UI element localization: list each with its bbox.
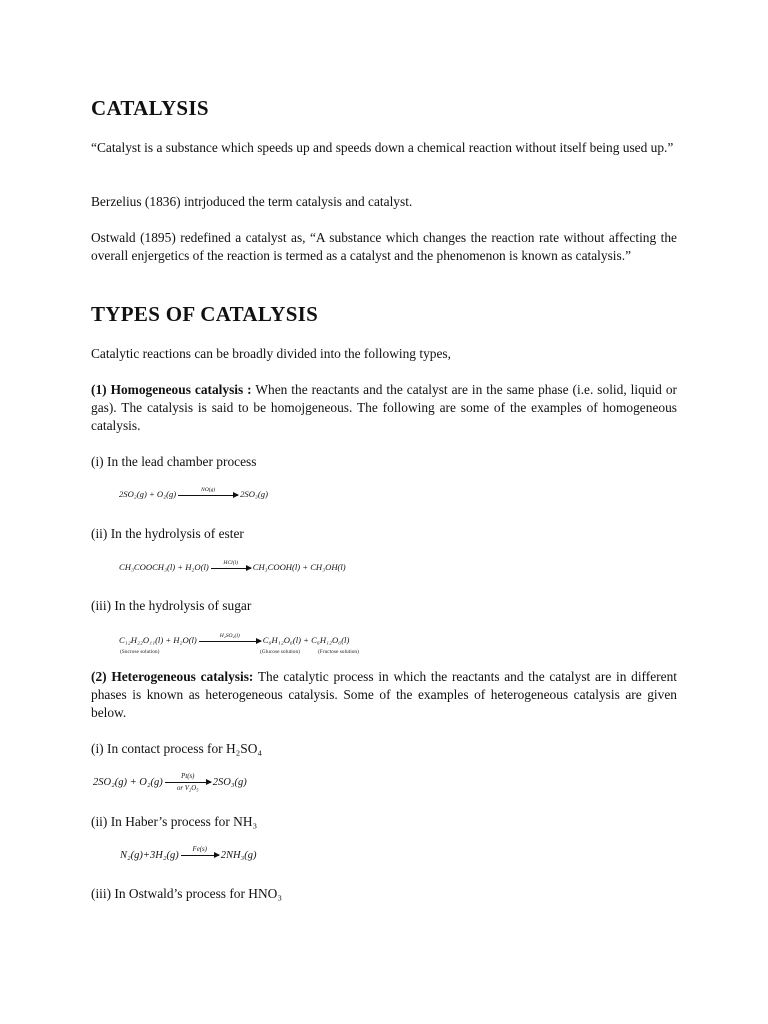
- equation-contact-process: [93, 773, 247, 793]
- definition-quote: “Catalyst is a substance which speeds up and speeds down a chemical reaction without itself being used up.”: [91, 140, 674, 155]
- homogeneous-text: When the reactants and the catalyst are in the same phase (i.e. solid, liquid or gas). The catalysis is said to be homojgeneous. The following are some of the examples of homogeneous catalysis.: [91, 382, 677, 433]
- ostwald-paragraph: Ostwald (1895) redefined a catalyst as, “A substance which changes the reaction rate without affecting the overall enjergetics of the reaction is termed as a catalyst and the phenomenon is known as catalysis.”: [91, 230, 677, 263]
- eq1-products: 2SO₃(g): [240, 489, 268, 499]
- eq4-catalyst-alt: or V₂O₅: [177, 785, 199, 793]
- eq3-catalyst: H₂SO₄(l): [219, 632, 240, 639]
- equation-sugar-hydrolysis: [119, 632, 350, 645]
- equation-lead-chamber: [119, 486, 268, 499]
- eq3-note-glucose: (Glucose solution): [260, 649, 300, 655]
- eq5-catalyst: Fe(s): [192, 846, 207, 854]
- eq3-products: C₆H₁₂O₆(l) + C₆H₁₂O₆(l): [262, 635, 350, 645]
- eq5-reactants: N₂(g)+3H₂(g): [120, 850, 179, 861]
- types-intro: Catalytic reactions can be broadly divided into the following types,: [91, 346, 451, 361]
- homogeneous-label: (1) Homogeneous catalysis :: [91, 382, 252, 397]
- eq3-note-fructose: (Fructose solution): [318, 649, 359, 655]
- heterogeneous-label: (2) Heterogeneous catalysis:: [91, 669, 254, 684]
- equation-ester-hydrolysis: [119, 559, 346, 572]
- heterogeneous-example-1: (i) In contact process for H₂SO₄: [91, 741, 263, 756]
- eq1-reactants: 2SO₂(g) + O₂(g): [119, 489, 177, 499]
- eq2-products: CH₃COOH(l) + CH₃OH(l): [252, 562, 346, 572]
- eq2-reactants: CH₃COOCH₃(l) + H₂O(l): [119, 562, 209, 572]
- heterogeneous-example-3: (iii) In Ostwald’s process for HNO₃: [91, 886, 282, 901]
- heading-catalysis: CATALYSIS: [91, 96, 209, 120]
- eq1-catalyst: NO(g): [200, 486, 216, 493]
- homogeneous-example-3: (iii) In the hydrolysis of sugar: [91, 598, 252, 613]
- eq4-catalyst: Pt(s): [181, 773, 195, 781]
- eq5-arrow: [181, 846, 219, 856]
- eq5-products: 2NH₃(g): [220, 850, 257, 861]
- eq3-note-sucrose: (Sucrose solution): [120, 649, 160, 655]
- eq2-arrow: [211, 559, 251, 569]
- homogeneous-example-2: (ii) In the hydrolysis of ester: [91, 526, 244, 541]
- heterogeneous-text: The catalytic process in which the reactants and the catalyst are in different phases is known as heterogeneous catalysis. Some of the examples of heterogeneous catalysis are given below.: [91, 669, 677, 720]
- eq3-reactants: C₁₂H₂₂O₁₁(l) + H₂O(l): [119, 635, 197, 645]
- eq4-arrow: [165, 773, 211, 793]
- homogeneous-paragraph: [91, 381, 677, 435]
- eq4-products: 2SO₃(g): [212, 777, 247, 788]
- homogeneous-example-1: (i) In the lead chamber process: [91, 454, 257, 469]
- equation-haber-process: [120, 846, 257, 861]
- eq3-arrow: [199, 632, 261, 642]
- eq4-reactants: 2SO₂(g) + O₂(g): [93, 777, 163, 788]
- heterogeneous-example-2: (ii) In Haber’s process for NH₃: [91, 814, 258, 829]
- eq1-arrow: [178, 486, 238, 496]
- heading-types-of-catalysis: TYPES OF CATALYSIS: [91, 302, 319, 326]
- eq2-catalyst: HCl(l): [223, 559, 238, 566]
- heterogeneous-paragraph: [91, 668, 677, 722]
- berzelius-paragraph: Berzelius (1836) intrjoduced the term catalysis and catalyst.: [91, 194, 413, 209]
